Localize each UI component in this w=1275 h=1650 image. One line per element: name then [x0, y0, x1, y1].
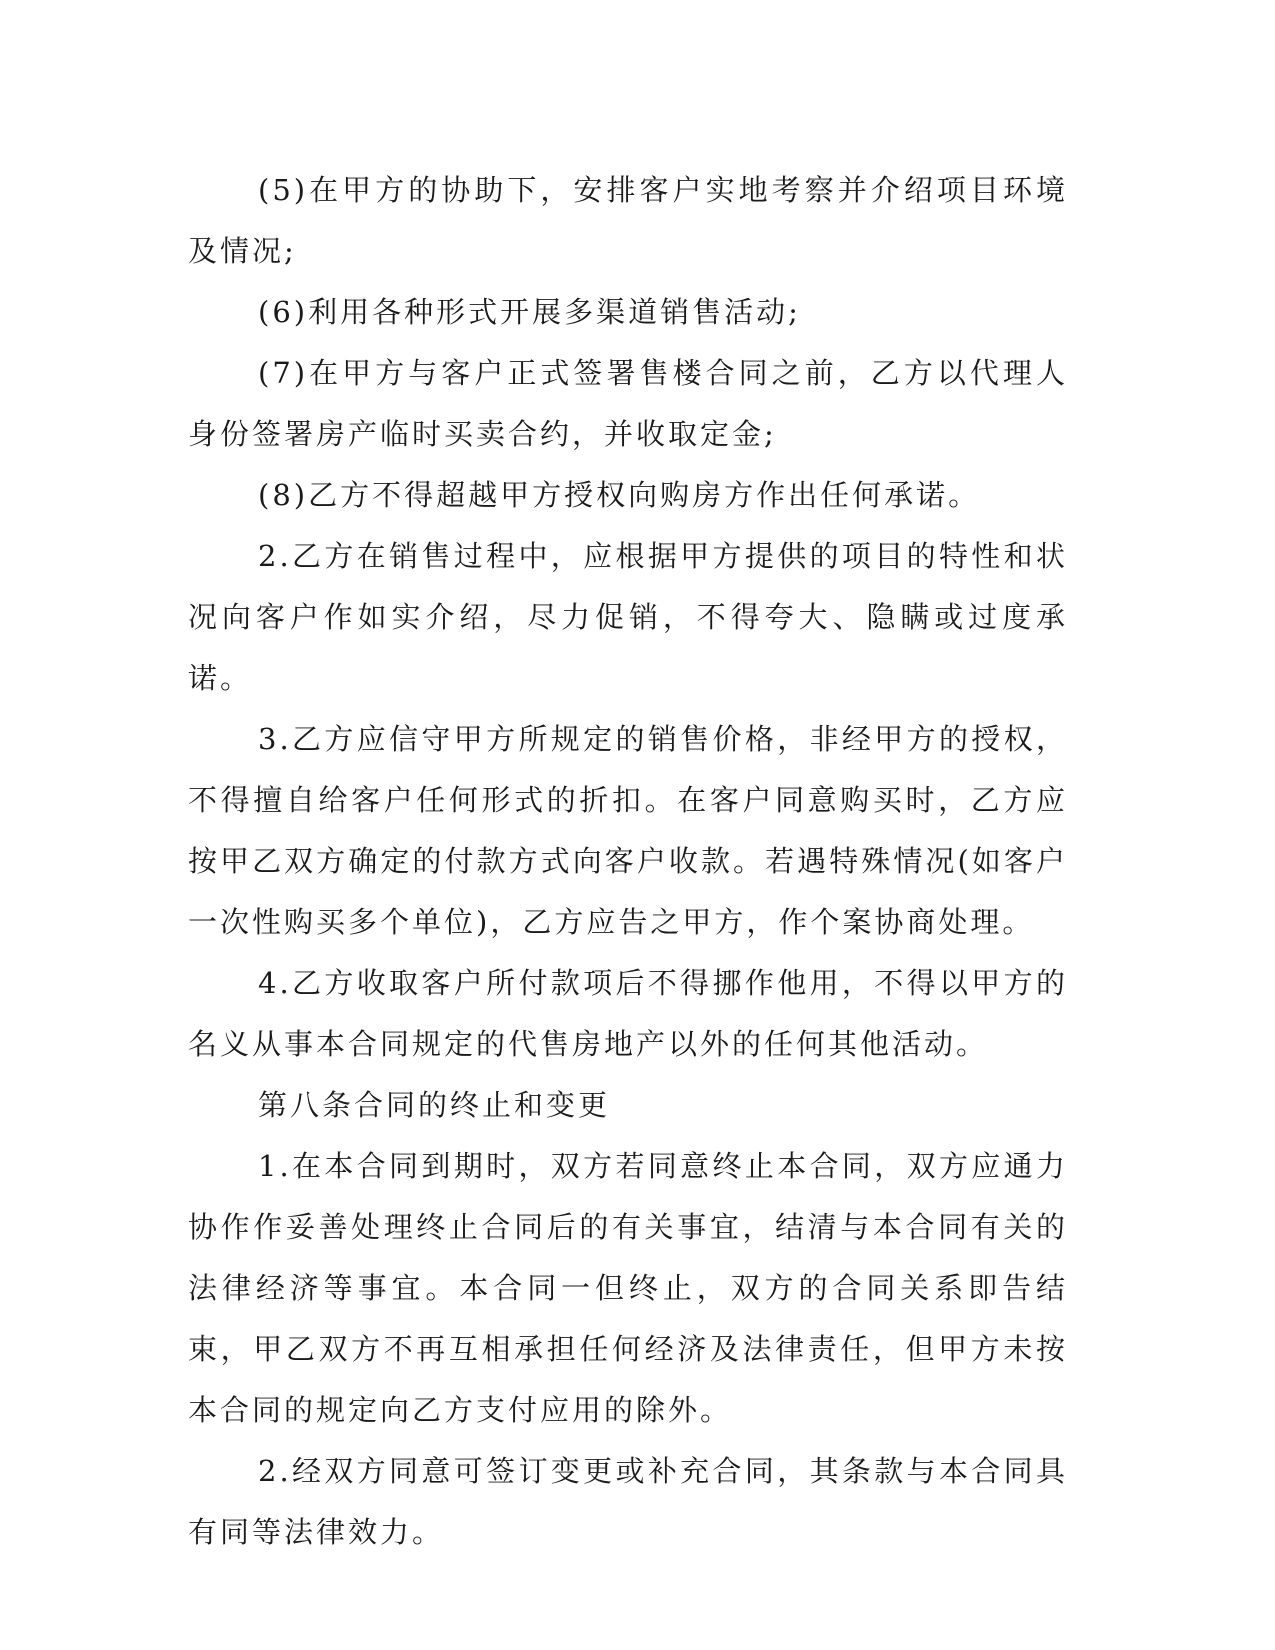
paragraph-clause-2: 2.乙方在销售过程中，应根据甲方提供的项目的特性和状况向客户作如实介绍，尽力促销，不得夸大、隐瞒或过度承诺。 [188, 539, 1068, 695]
paragraph-clause-3: 3.乙方应信守甲方所规定的销售价格，非经甲方的授权，不得擅自给客户任何形式的折扣。在客户同意购买时，乙方应按甲乙双方确定的付款方式向客户收款。若遇特殊情况(如客户一次性购买多个单位)，乙方应告之甲方，作个案协商处理。 [188, 722, 1068, 939]
paragraph-item-7: (7)在甲方与客户正式签署售楼合同之前，乙方以代理人身份签署房产临时买卖合约，并收取定金; [188, 356, 1068, 451]
paragraph-termination-2: 2.经双方同意可签订变更或补充合同，其条款与本合同具有同等法律效力。 [188, 1454, 1068, 1549]
paragraph-clause-4: 4.乙方收取客户所付款项后不得挪作他用，不得以甲方的名义从事本合同规定的代售房地产以外的任何其他活动。 [188, 966, 1068, 1061]
paragraph-item-8: (8)乙方不得超越甲方授权向购房方作出任何承诺。 [258, 478, 981, 512]
section-heading: 第八条合同的终止和变更 [258, 1088, 611, 1122]
paragraph-item-6: (6)利用各种形式开展多渠道销售活动; [258, 295, 801, 329]
paragraph-item-5: (5)在甲方的协助下，安排客户实地考察并介绍项目环境及情况; [188, 173, 1068, 268]
document-body [188, 160, 1068, 1563]
paragraph-termination-1: 1.在本合同到期时，双方若同意终止本合同，双方应通力协作作妥善处理终止合同后的有关事宜，结清与本合同有关的法律经济等事宜。本合同一但终止，双方的合同关系即告结束，甲乙双方不再互相承担任何经济及法律责任，但甲方未按本合同的规定向乙方支付应用的除外。 [188, 1149, 1068, 1427]
